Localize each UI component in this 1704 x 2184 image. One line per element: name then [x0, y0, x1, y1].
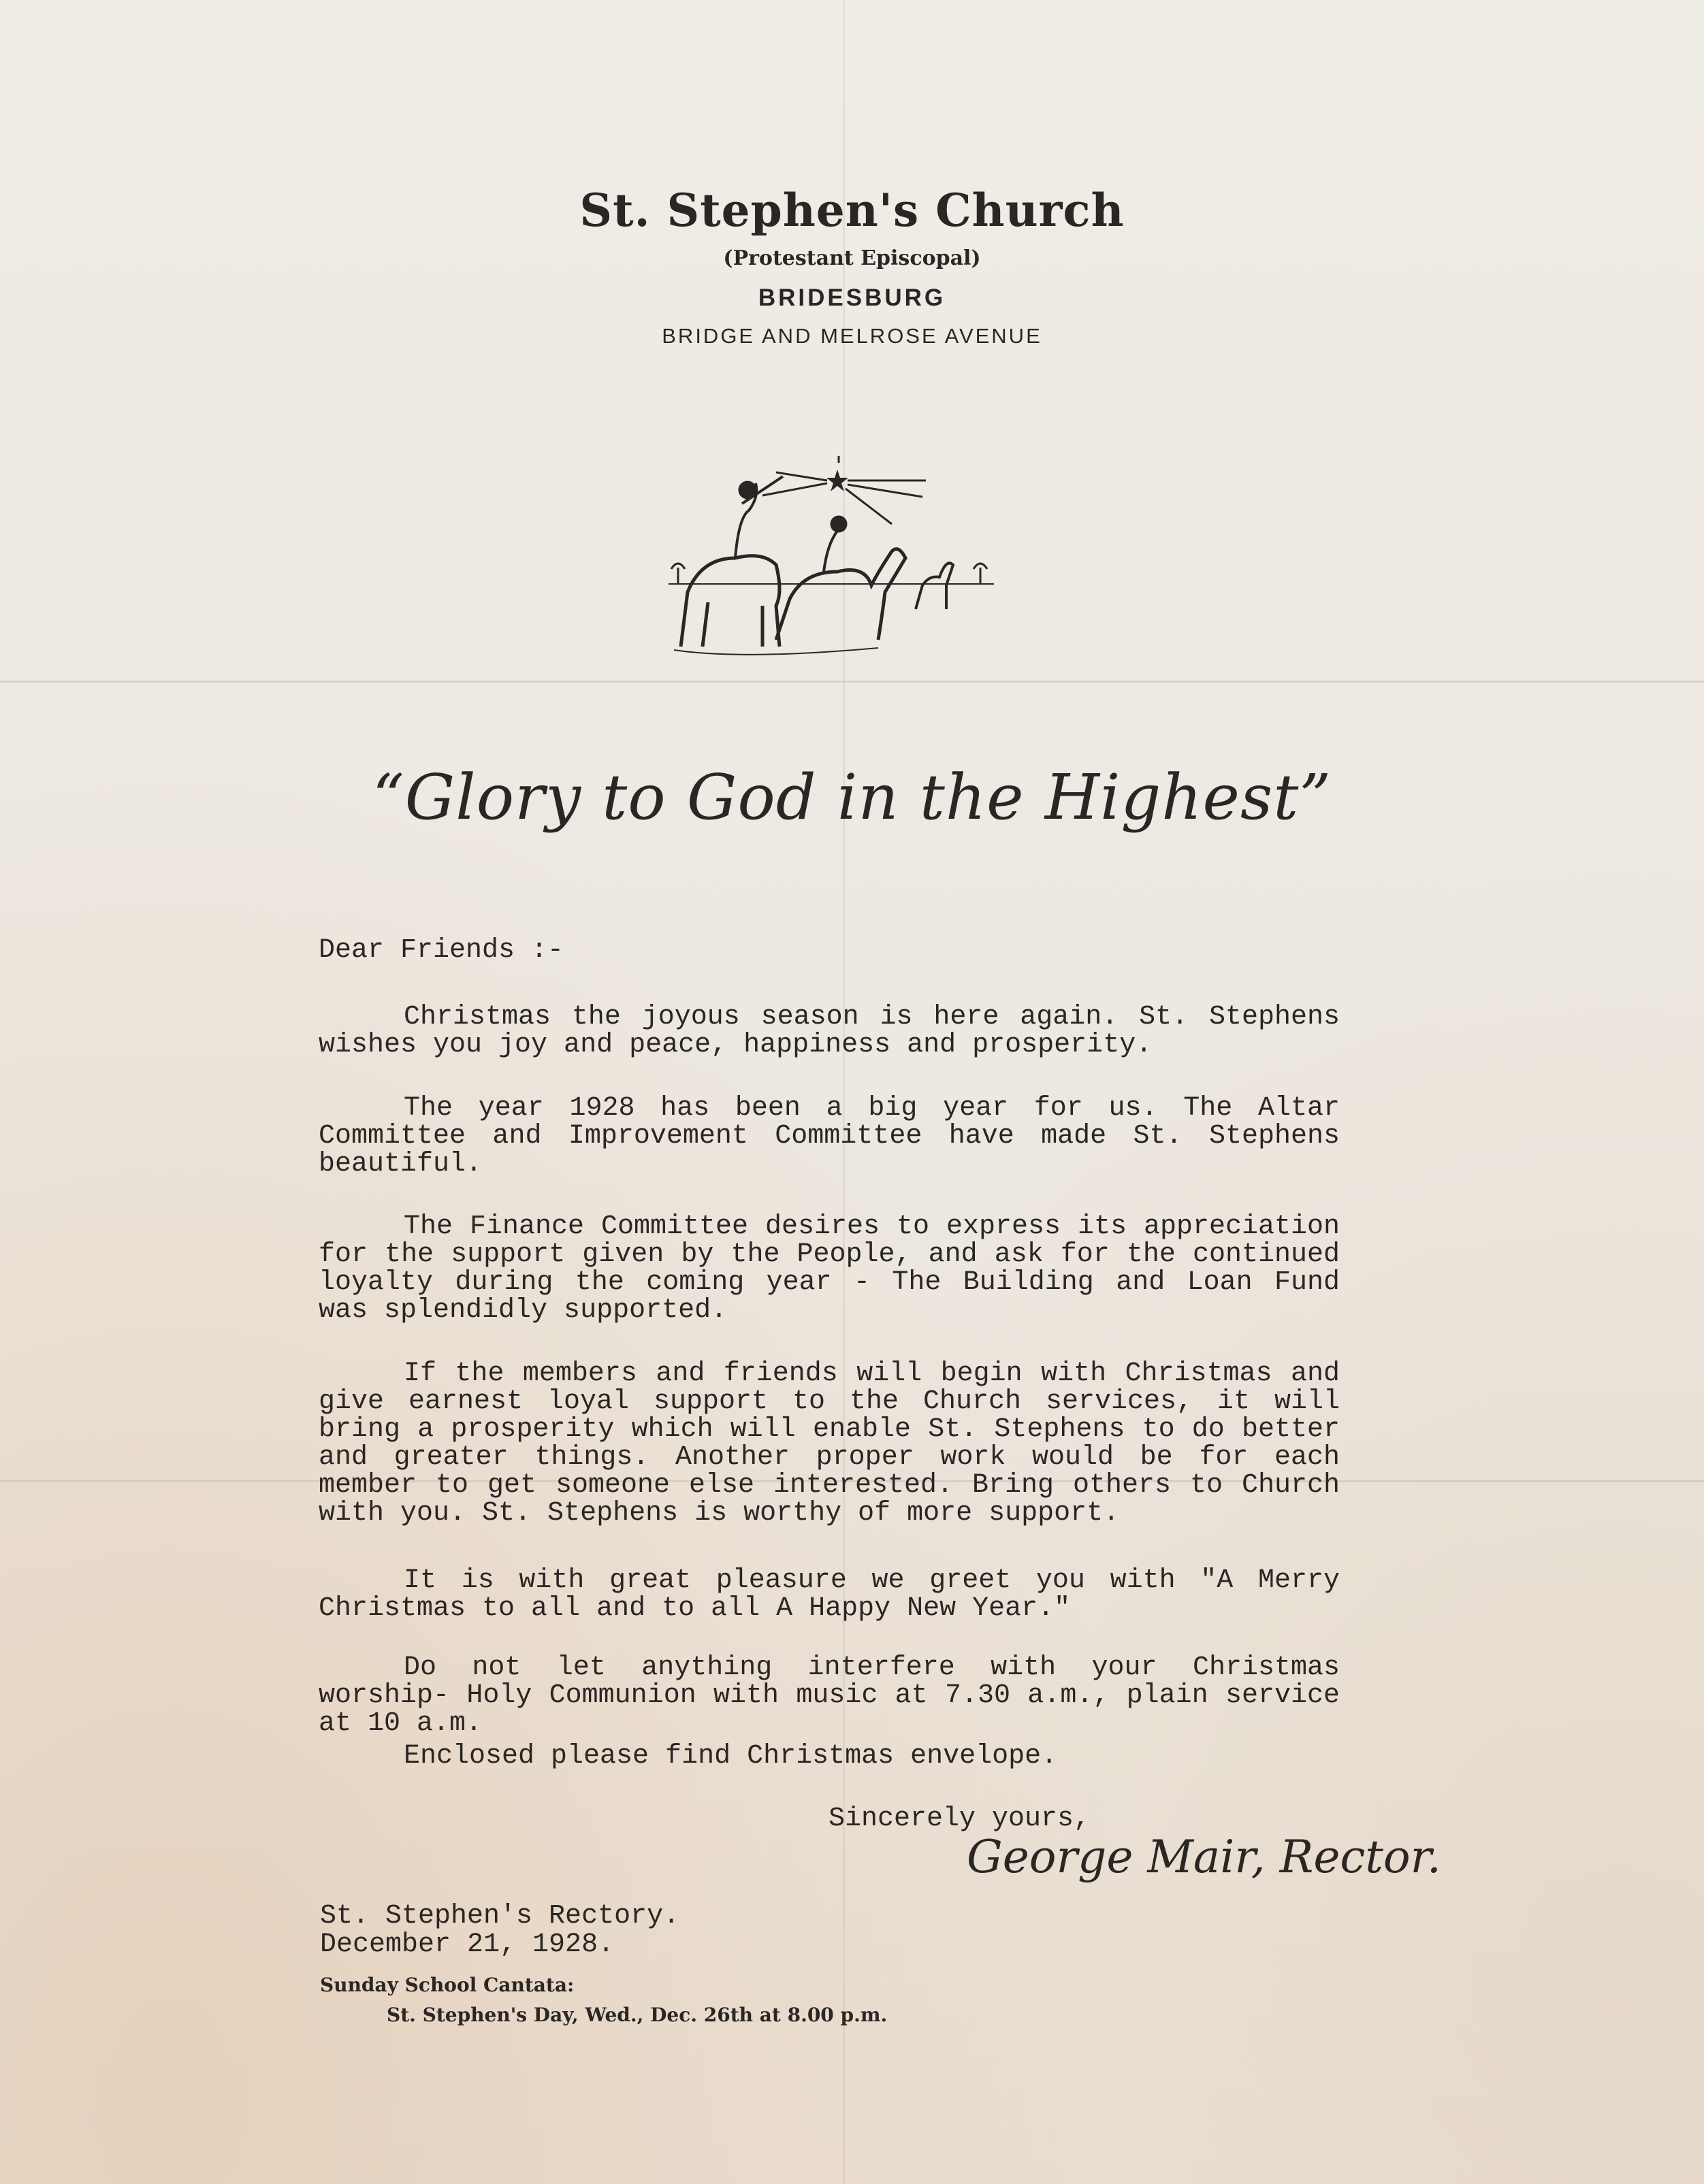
heading-quote: “Glory to God in the Highest” [372, 761, 1332, 834]
fold-crease [0, 681, 1704, 683]
rectory-name: St. Stephen's Rectory. [320, 1901, 680, 1932]
address: BRIDGE AND MELROSE AVENUE [662, 324, 1042, 348]
closing: Sincerely yours, [829, 1804, 1091, 1834]
paragraph: It is with great pleasure we greet you with "A Merry Christmas to all and to all A Happy New Year." [319, 1565, 1340, 1624]
paragraph: If the members and friends will begin with Christmas and give earnest loyal support to the Church services, it will bring a prosperity which will enable St. Stephens to do better and greater things. Another proper work would be for each member to get someone else interested. Bring others to Church with you. St. Stephens is worthy of more support. [319, 1358, 1340, 1529]
footnote-detail: St. Stephen's Day, Wed., Dec. 26th at 8.00 p.m. [387, 2004, 888, 2026]
footnote-title: Sunday School Cantata: [320, 1974, 575, 1996]
locality: BRIDESBURG [758, 284, 946, 311]
signature: George Mair, Rector. [967, 1831, 1441, 1883]
paragraph: The year 1928 has been a big year for us. The Altar Committee and Improvement Committee have made St. Stephens beautiful. [319, 1093, 1340, 1179]
paragraph: Do not let anything interfere with your Christmas worship- Holy Communion with music at 7.30 a.m., plain service at 10 a.m. [319, 1652, 1340, 1739]
paragraph: Christmas the joyous season is here again. St. Stephens wishes you joy and peace, happiness and prosperity. [319, 1002, 1340, 1060]
rectory-block [320, 1902, 679, 1959]
denomination: (Protestant Episcopal) [723, 246, 981, 270]
church-name: St. Stephen's Church [579, 184, 1125, 237]
letter-date: December 21, 1928. [320, 1929, 615, 1960]
paragraph: The Finance Committee desires to express its appreciation for the support given by the People, and ask for the continued loyalty during the coming year - The Building and Loan Fund was splendidly supported. [319, 1211, 1340, 1326]
paragraph: Enclosed please find Christmas envelope. [404, 1741, 1058, 1772]
wise-men-camels-star-icon [660, 456, 1001, 667]
salutation: Dear Friends :- [319, 935, 564, 966]
